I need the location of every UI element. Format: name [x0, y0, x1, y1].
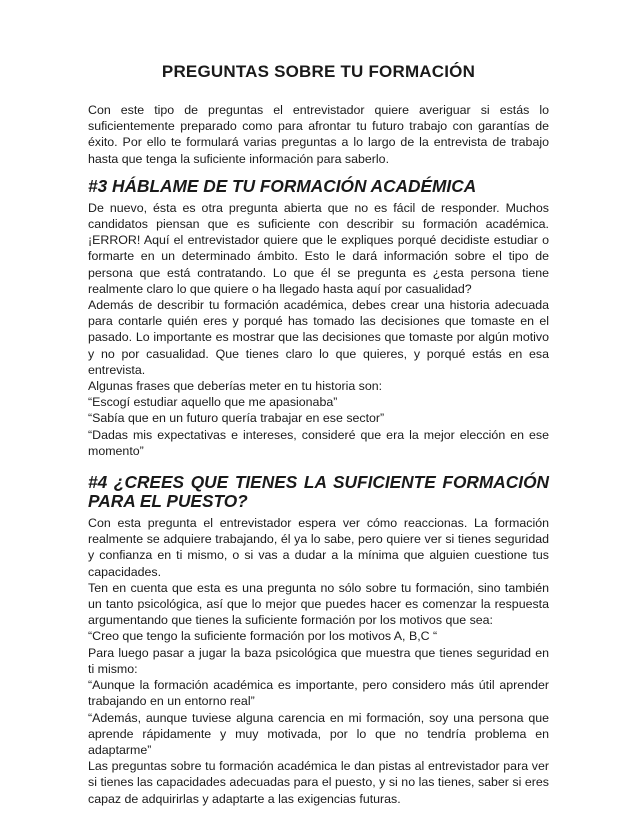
intro-paragraph [88, 102, 549, 167]
page-title: PREGUNTAS SOBRE TU FORMACIÓN [161, 62, 476, 81]
intro-text: Con este tipo de preguntas el entrevistador quiere averiguar si estás lo suficientemente preparado como para afrontar tu futuro trabajo con garantías de éxito. Por ello te formulará varias preguntas a lo largo de la entrevista de trabajo hasta que tenga la suficiente información para saberlo. [88, 103, 549, 166]
section-3-paragraph: Algunas frases que deberías meter en tu historia son: [88, 379, 383, 394]
section-4-heading: #4 ¿CREES QUE TIENES LA SUFICIENTE FORMACIÓN PARA EL PUESTO? [88, 472, 549, 512]
section-4-paragraph: Ten en cuenta que esta es una pregunta no sólo sobre tu formación, sino también un tanto psicológica, así que lo mejor que puedes hacer es comenzar la respuesta argumentando que tienes la suficiente formación por los motivos que sea: [88, 580, 549, 628]
section-4-quote: “Además, aunque tuviese alguna carencia en mi formación, soy una persona que aprende rápidamente y muy motivada, por lo que no tendría problema en adaptarme” [88, 710, 549, 757]
section-4-quote: “Creo que tengo la suficiente formación por los motivos A, B,C “ [88, 629, 438, 644]
section-3-quote: “Dadas mis expectativas e intereses, consideré que era la mejor elección en ese momento” [88, 427, 549, 458]
section-3-body [88, 200, 549, 459]
section-3-quote: “Escogí estudiar aquello que me apasionaba” [88, 395, 338, 410]
section-3-paragraph: Además de describir tu formación académica, debes crear una historia adecuada para contarle quién eres y porqué has tomado las decisiones que tomaste en el pasado. Lo importante es mostrar que las decisiones que tomaste por algún motivo y no por casualidad. Que tienes claro lo que quieres, y porqué estás en esa entrevista. [88, 298, 549, 377]
section-3-quote: “Sabía que en un futuro quería trabajar en ese sector” [88, 411, 385, 426]
section-4-paragraph: Con esta pregunta el entrevistador espera ver cómo reaccionas. La formación realmente se adquiere trabajando, él ya lo sabe, pero quiere ver si tienes seguridad y confianza en ti mismo, o si vas a dudar a la mínima que alguien cuestione tus capacidades. [88, 516, 549, 579]
section-4-paragraph: Las preguntas sobre tu formación académica le dan pistas al entrevistador para ver si tienes las capacidades adecuadas para el puesto, y si no las tienes, saber si eres capaz de adquirirlas y adaptarte a las exigencias futuras. [88, 759, 549, 806]
section-4-paragraph: Para luego pasar a jugar la baza psicológica que muestra que tienes seguridad en ti mismo: [88, 645, 549, 676]
section-3-paragraph: De nuevo, ésta es otra pregunta abierta que no es fácil de responder. Muchos candidatos piensan que es suficiente con describir su formación académica. ¡ERROR! Aquí el entrevistador quiere que le expliques porqué decidiste estudiar o formarte en un determinado ámbito. Esto le dará información sobre el tipo de persona que está contratando. Lo que él se pregunta es ¿esta persona tiene realmente claro lo que quiere o ha llegado hasta aquí por casualidad? [88, 200, 549, 296]
section-4-quote: “Aunque la formación académica es importante, pero considero más útil aprender trabajando en un entorno real” [88, 678, 549, 709]
section-4-body [88, 515, 549, 807]
document-page [88, 62, 549, 807]
section-3-heading: #3 HÁBLAME DE TU FORMACIÓN ACADÉMICA [88, 175, 477, 196]
